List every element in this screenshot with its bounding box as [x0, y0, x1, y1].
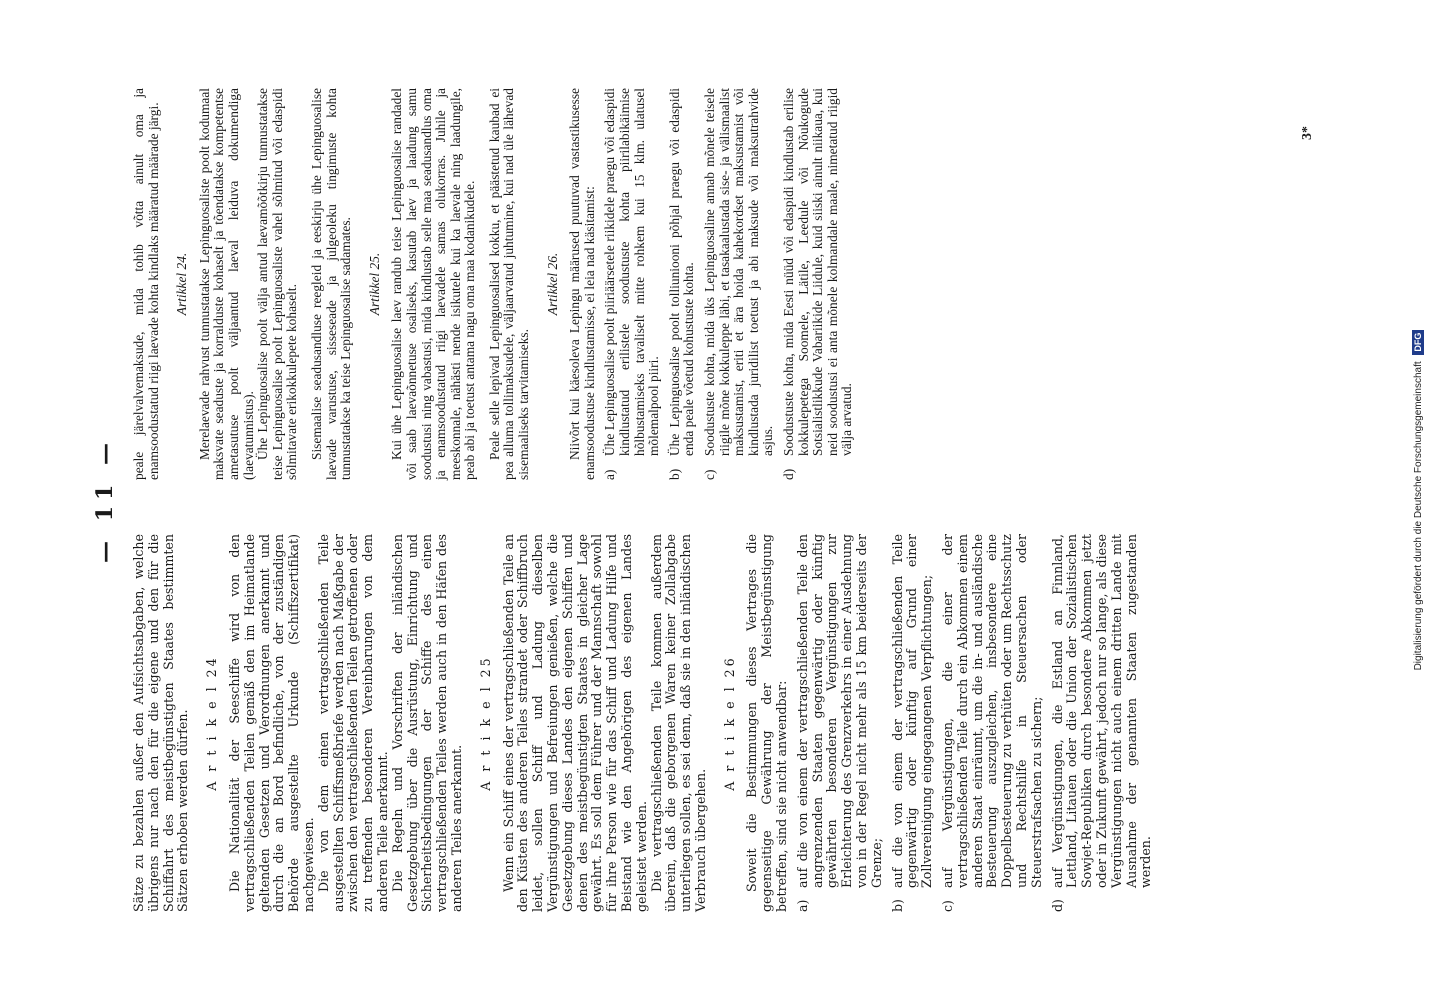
- estonian-article-26-intro: Niivõrt kui käesoleva Lepingu määrused puutuvad vastastikusesse enamsoodustuse kindlustamisse, ei leia nad käsitamist:: [567, 88, 597, 480]
- item-text: auf Vergünstigungen, die einer der vertragschließenden Teile durch ein Abkommen einem anderen Staat einräumt, um die in- und ausländische Besteuerung auszugleichen, insbesondere eine Doppelbesteuerung zu verhüten oder um Rechtsschutz und Rechtshilfe in Steuersachen oder Steuerstrafsachen zu sichern;: [940, 534, 1044, 888]
- item-label: d): [1049, 899, 1065, 912]
- german-article-24-title: A r t i k e l 24: [204, 655, 220, 791]
- estonian-article-26-item: [782, 88, 855, 480]
- german-article-24-p2: Die von dem einen vertragschließenden Teile ausgestellten Schiffsmeßbriefe werden nach Maßgabe der zwischen den vertragschließenden Teilen getroffenen oder zu treffenden besonderen Vereinbarungen von dem anderen Teile anerkannt.: [315, 534, 390, 912]
- item-label: d): [780, 468, 796, 480]
- estonian-article-26-title: Artikkel 26.: [544, 252, 560, 316]
- estonian-article-25-p1: Kui ühe Lepinguosalise laev randub teise Lepinguosalise randadel või saab laevaõnnetuse osaliseks, kasutab laev ja laadung samu soodustusi ning vabastusi, mida kindlustab selle maa seadusandlus oma ja enamsoodustatud riigi laevadele samas olukorras. Juhile ja meeskonnale, nähästi nende isikutele kui ka laevale ning laadungile, peab abi ja toetust antama nagu oma maa kodanikudele.: [389, 88, 478, 480]
- estonian-article-25-title: Artikkel 25.: [366, 252, 382, 316]
- estonian-intro: peale järelvalvemaksude, mida tohib võtta ainult oma ja enamsoodustatud riigi laevade kohta kindlaks määratud määrade järgi.: [131, 88, 161, 480]
- item-label: b): [666, 468, 682, 480]
- item-label: a): [602, 469, 618, 480]
- signature-marker: 3*: [1300, 126, 1315, 140]
- german-article-26-item: [796, 534, 885, 912]
- item-label: b): [889, 899, 905, 912]
- estonian-article-24-p3: Sisemaalise seadusandluse reegleid ja eeskirju ühe Lepinguosalise laevade varustuse, sisseseade ja julgeoleku tingimuste kohta tunnustatakse ka teise Lepinguosalise sadamates.: [308, 88, 354, 480]
- estonian-article-25-p2: Peale selle lepivad Lepinguosalised kokku, et päästetud kaubad ei pea alluma tollimaksudele, väljaarvatud juhtumine, kui nad üle lähevad sisemaaliseks tarvitamiseks.: [486, 88, 532, 480]
- item-label: c): [940, 900, 956, 912]
- item-label: a): [794, 899, 810, 912]
- estonian-article-26-item: [703, 88, 776, 480]
- watermark-text: Digitalisierung gefördert durch die Deutsche Forschungsgemeinschaft: [1413, 361, 1424, 671]
- digitization-watermark: [1412, 0, 1424, 1000]
- estonian-article-24-p2: Ühe Lepinguosalise poolt välja antud laevamõõtkirju tunnustatakse teise Lepinguosalise poolt Lepinguosaliste vahel sõlmitud või edaspidi sõlmitavate erikokkulepete kohaselt.: [255, 88, 300, 480]
- item-text: auf die von einem der vertragschließenden Teile gegenwärtig oder künftig auf Grund einer Zollvereinigung eingegangenen Verpflichtungen;: [889, 534, 935, 888]
- item-text: Ühe Lepinguosalise poolt piiriäärsetele riikidele praegu või edaspidi kindlustatud erilistele soodustuste kohta piirilabikäimise hõlbustamiseks tavaliselt mitte rohkem kui 15 klm. ulatusel mõlemalpool piiri.: [602, 88, 662, 456]
- estonian-article-24-p1: Merelaevade rahvust tunnustatakse Lepinguosaliste poolt kodumaal maksvate seaduste ja korralduste kohaselt ja tõendatakse kompetentse ametasutuse poolt väljaantud laeval leiduva dokumendiga (laevatunnistus).: [196, 88, 256, 480]
- estonian-article-26-item: [668, 88, 697, 480]
- estonian-column: [132, 88, 855, 480]
- german-article-26-intro: Soweit die Bestimmungen dieses Vertrages die gegenseitige Gewährung der Meistbegünstigung betreffen, sind sie nicht anwendbar:: [744, 534, 790, 912]
- german-article-26-title: A r t i k e l 26: [721, 655, 737, 791]
- german-article-24-p1: Die Nationalität der Seeschiffe wird von den vertragschließenden Teilen gemäß den im Heimatlande geltenden Gesetzen und Verordnungen anerkannt und durch die an Bord befindliche, von der zuständigen Behörde ausgestellte Urkunde (Schiffszertifikat) nachgewiesen.: [226, 534, 316, 912]
- estonian-article-24-title: Artikkel 24.: [174, 252, 190, 316]
- dfg-logo: DFG: [1412, 330, 1424, 355]
- german-intro: Sätze zu bezahlen außer den Aufsichtsabgaben, welche übrigens nur nach den für die eigene und den für die Schiffahrt des meistbegünstigten Staates bestimmten Sätzen erhoben werden dürfen.: [131, 534, 191, 912]
- german-article-26-item: [941, 534, 1045, 912]
- german-column: [132, 534, 1154, 912]
- german-article-25-p1: Wenn ein Schiff eines der vertragschließenden Teile an den Küsten des anderen Teiles strandet oder Schiffbruch leidet, sollen Schiff und Ladung dieselben Vergünstigungen und Befreiungen genießen, welche die Gesetzgebung dieses Landes den eigenen Schiffen und denen des meistbegünstigten Staates in gleicher Lage gewährt. Es soll dem Führer und der Mannschaft sowohl für ihre Person wie für das Schiff und Ladung Hilfe und Beistand wie den Angehörigen des eigenen Landes geleistet werden.: [500, 534, 649, 912]
- item-text: Ühe Lepinguosalise poolt tolliuniooni põhjal praegu või edaspidi enda peale võetud kohustuste kohta.: [666, 88, 697, 456]
- item-text: auf Vergünstigungen, die Estland an Finnland, Lettland, Litauen oder die Union der Sozialistischen Sowjet-Republiken durch besondere Abkommen jetzt oder in Zukunft gewährt, jedoch nur so lange, als diese Vergünstigungen nicht auch einem dritten Lande mit Ausnahme der genannten Staaten zugestanden werden.: [1049, 534, 1154, 888]
- german-article-24-p3: Die Regeln und Vorschriften der inländischen Gesetzgebung über die Ausrüstung, Einrichtung und Sicherheitsbedingungen der Schiffe des einen vertragschließenden Teiles werden auch in den Häfen des anderen Teiles anerkannt.: [389, 534, 464, 912]
- item-text: Soodustuste kohta, mida Eesti nüüd või edaspidi kindlustab erilise kokkulepetega Soomele, Lätile, Leedule või Nõukogude Sotsialistlikkude Vabariikide Liidule, kuid siiski ainult niikaua, kui neid soodustusi ei anta mõnele kolmandale maale, nimetatud riigid välja arvatud.: [780, 88, 855, 456]
- page-header: — 11 —: [92, 437, 118, 563]
- item-text: Soodustuste kohta, mida üks Lepinguosaline annab mõnele teisele riigile mõne kokkuleppe läbi, et tasakaalustada sise- ja välismaalist maksustamist, eriti et ära hoida kahekordset maksustamist või kindlustada juridilist toetust ja abi maksude või maksutrahvide asjus.: [702, 88, 776, 456]
- estonian-article-26-item: [603, 88, 661, 480]
- item-text: auf die von einem der vertragschließenden Teile den angrenzenden Staaten gegenwärtig oder künftig gewährten besonderen Vergünstigungen zur Erleichterung des Grenzverkehrs in einer Ausdehnung von in der Regel nicht mehr als 15 km beiderseits der Grenze;: [794, 534, 884, 888]
- german-article-26-item: [891, 534, 935, 912]
- german-article-25-p2: Die vertragschließenden Teile kommen außerdem überein, daß die geborgenen Waren keiner Zollabgabe unterliegen sollen, es sei denn, daß sie in den inländischen Verbrauch übergehen.: [648, 534, 708, 912]
- item-label: c): [702, 469, 717, 480]
- german-article-26-item: [1051, 534, 1155, 912]
- german-article-25-title: A r t i k e l 25: [477, 655, 493, 791]
